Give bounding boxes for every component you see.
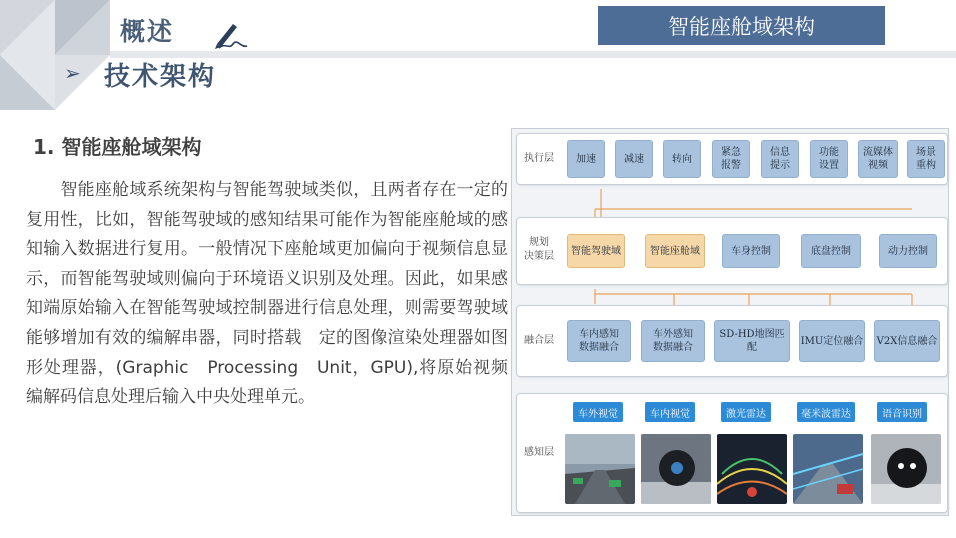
planning-layer-label: 规划 决策层: [524, 237, 554, 262]
node-scene-reconstruction: 场景 重构: [907, 140, 945, 178]
lidar-image: [717, 434, 787, 504]
planning-layer: [516, 217, 948, 285]
node-streaming-video: 流媒体 视频: [858, 140, 898, 178]
pen-icon: [211, 18, 251, 52]
perception-layer: [516, 393, 948, 513]
section-bullet: ➢: [64, 61, 81, 85]
node-v2x-fusion: V2X信息融合: [874, 320, 940, 362]
node-function-settings: 功能 设置: [810, 140, 848, 178]
header-rule: [110, 51, 956, 58]
execution-layer-label: 执行层: [524, 153, 554, 164]
sensor-exterior-vision: 车外视觉: [573, 402, 623, 422]
content-paragraph: [26, 176, 508, 413]
node-map-matching: SD-HD地图匹配: [714, 320, 790, 362]
sensor-mm-radar: 毫米波雷达: [797, 402, 855, 422]
node-smart-driving-domain: 智能驾驶域: [567, 234, 625, 268]
slide-title: [598, 6, 885, 45]
fusion-layer: [516, 305, 948, 377]
node-decelerate: 减速: [615, 140, 653, 178]
slide-title-text: 智能座舱域架构: [668, 14, 815, 39]
architecture-diagram: [511, 128, 949, 516]
node-exterior-fusion: 车外感知 数据融合: [641, 320, 705, 362]
section-title: 技术架构: [104, 62, 217, 92]
node-chassis-control: 底盘控制: [801, 234, 861, 268]
sensor-interior-vision: 车内视觉: [645, 402, 695, 422]
exterior-camera-image: [565, 434, 635, 504]
paragraph-text: 智能座舱域系统架构与智能驾驶域类似，且两者存在一定的复用性，比如，智能驾驶域的感知结果可能作为智能座舱域的感知输入数据进行复用。一般情况下座舱域更加偏向于视频信息显示，而智能驾驶域则偏向于环境语义识别及处理。因此，如果感知端原始输入在智能驾驶域控制器进行信息处理，则需要驾驶域能够增加有效的编解串器，同时搭载 定的图像渲染处理器如图形处理器，(Graphic Processing Unit，GPU),将原始视频编解码信息处理后输入中央处理单元。: [26, 180, 508, 408]
overview-label: 概述: [120, 17, 175, 46]
node-accelerate: 加速: [567, 140, 605, 178]
content-heading: 1. 智能座舱域架构: [33, 135, 202, 159]
radar-image: [793, 434, 863, 504]
node-imu-fusion: IMU定位融合: [799, 320, 865, 362]
node-steer: 转向: [663, 140, 701, 178]
node-smart-cockpit-domain: 智能座舱域: [645, 234, 705, 268]
execution-layer: [516, 133, 948, 185]
interior-camera-image: [641, 434, 711, 504]
sensor-lidar: 激光雷达: [721, 402, 771, 422]
voice-device-image: [871, 434, 941, 504]
node-power-control: 动力控制: [879, 234, 937, 268]
perception-layer-label: 感知层: [524, 447, 554, 458]
node-interior-fusion: 车内感知 数据融合: [567, 320, 631, 362]
node-info-prompt: 信息 提示: [761, 140, 799, 178]
node-emergency-alarm: 紧急 报警: [712, 140, 750, 178]
fusion-layer-label: 融合层: [524, 335, 554, 346]
node-body-control: 车身控制: [722, 234, 780, 268]
sensor-voice: 语音识别: [877, 402, 927, 422]
